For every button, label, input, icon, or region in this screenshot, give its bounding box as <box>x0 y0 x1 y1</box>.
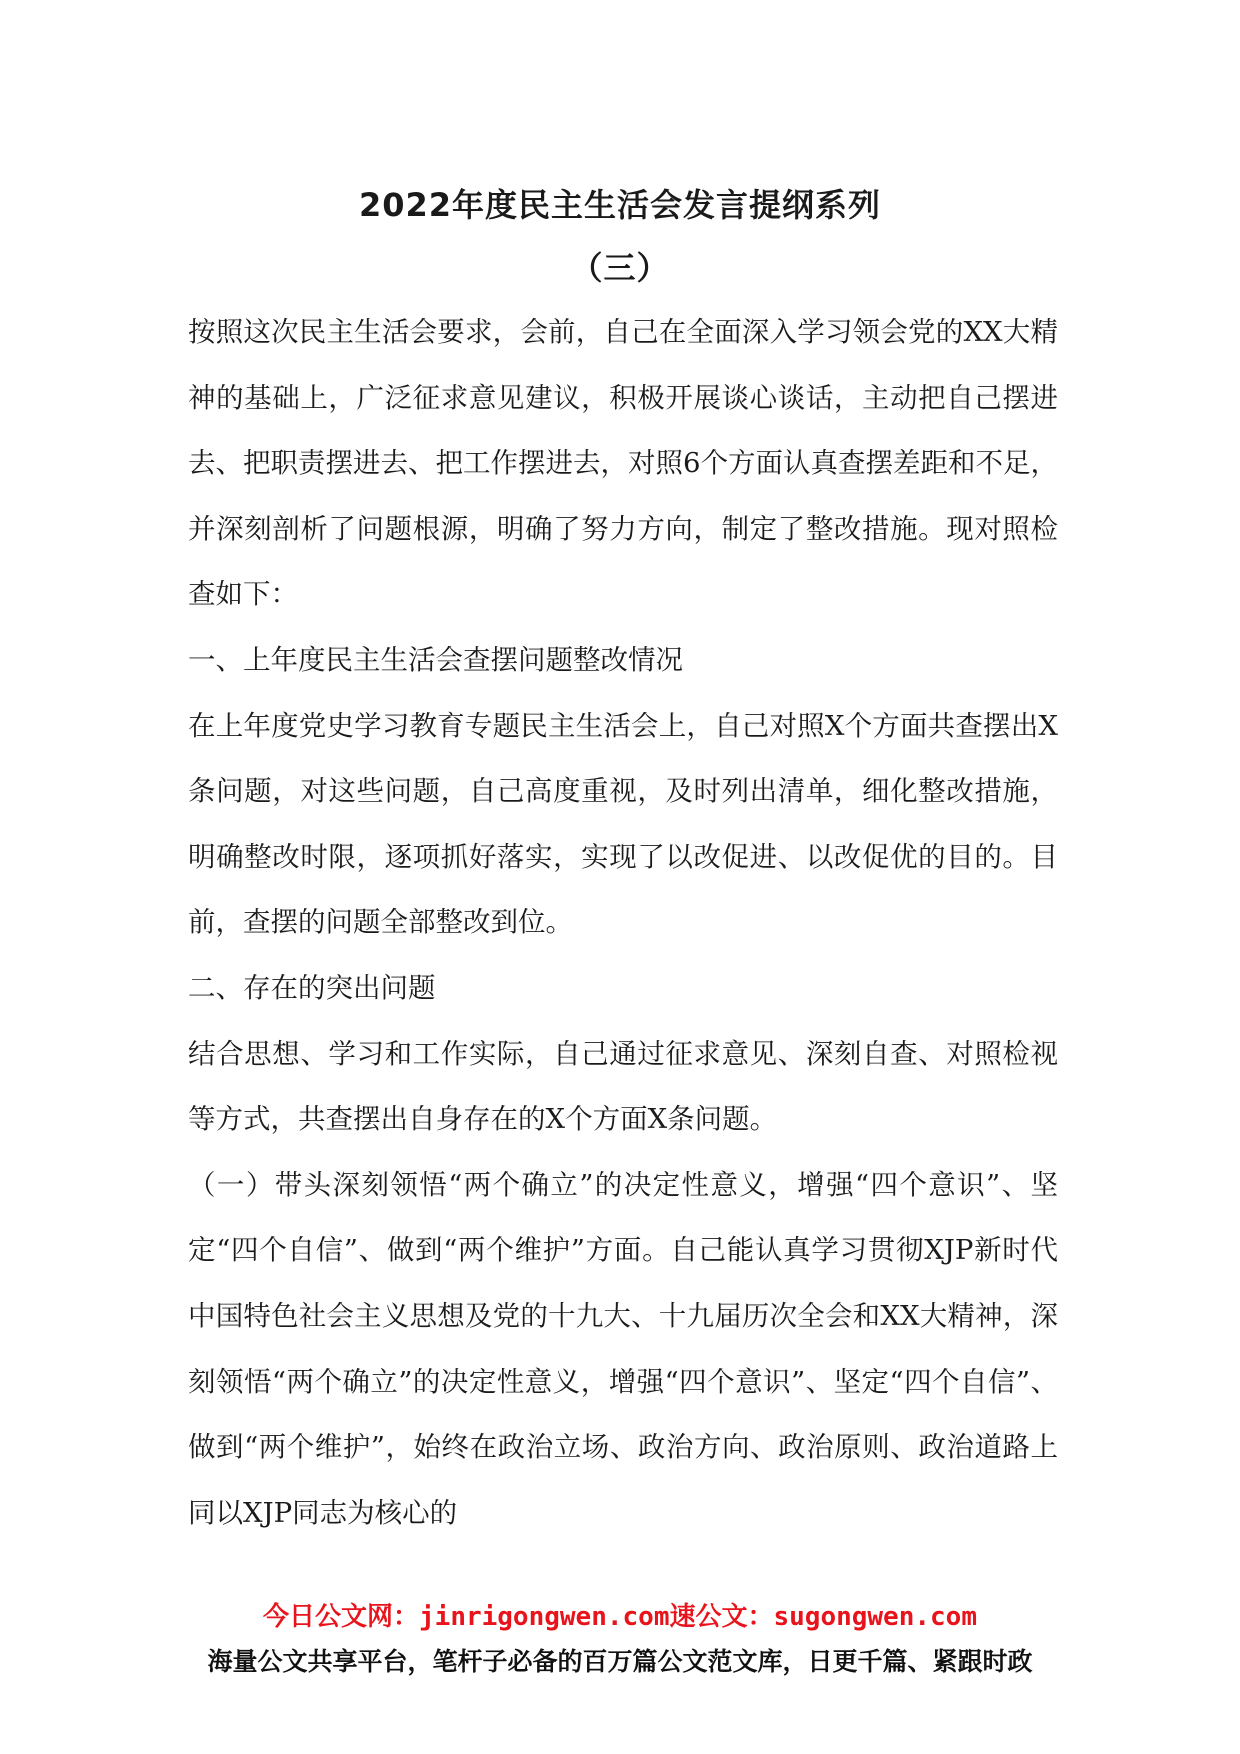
site2-label: 速公文： <box>669 1602 774 1632</box>
document-title: 2022年度民主生活会发言提纲系列 <box>358 186 882 224</box>
paragraph-intro: 按照这次民主生活会要求，会前，自己在全面深入学习领会党的XX大精神的基础上，广泛征求意见建议，积极开展谈心谈话，主动把自己摆进去、把职责摆进去、把工作摆进去，对照6个方面认真查摆差距和不足，并深刻剖析了问题根源，明确了努力方向，制定了整改措施。现对照检查如下： <box>188 316 1058 611</box>
paragraph-subsection-1: （一）带头深刻领悟“两个确立”的决定性意义，增强“四个意识”、坚定“四个自信”、做到“两个维护”方面。自己能认真学习贯彻XJP新时代中国特色社会主义思想及党的十九大、十九届历次全会和XX大精神，深刻领悟“两个确立”的决定性意义，增强“四个意识”、坚定“四个自信”、做到“两个维护”，始终在政治立场、政治方向、政治原则、政治道路上同以XJP同志为核心的 <box>188 1168 1058 1529</box>
footer-slogan: 海量公文共享平台，笔杆子必备的百万篇公文范文库，日更千篇、紧跟时政 <box>207 1647 1033 1676</box>
site1-label: 今日公文网： <box>263 1602 420 1632</box>
section-heading-2: 二、存在的突出问题 <box>188 971 436 1004</box>
site1-link[interactable]: jinrigongwen.com <box>419 1602 670 1632</box>
paragraph-section-2: 结合思想、学习和工作实际，自己通过征求意见、深刻自查、对照检视等方式，共查摆出自身存在的X个方面X条问题。 <box>188 1037 1058 1136</box>
site2-link[interactable]: sugongwen.com <box>773 1602 977 1632</box>
document-subtitle: （三） <box>570 249 670 287</box>
section-heading-1: 一、上年度民主生活会查摆问题整改情况 <box>188 643 683 676</box>
document-body <box>188 300 1058 1546</box>
footer-sites <box>0 1596 1240 1633</box>
paragraph-section-1: 在上年度党史学习教育专题民主生活会上，自己对照X个方面共查摆出X条问题，对这些问题，自己高度重视，及时列出清单，细化整改措施，明确整改时限，逐项抓好落实，实现了以改促进、以改促优的目的。目前，查摆的问题全部整改到位。 <box>188 709 1058 939</box>
